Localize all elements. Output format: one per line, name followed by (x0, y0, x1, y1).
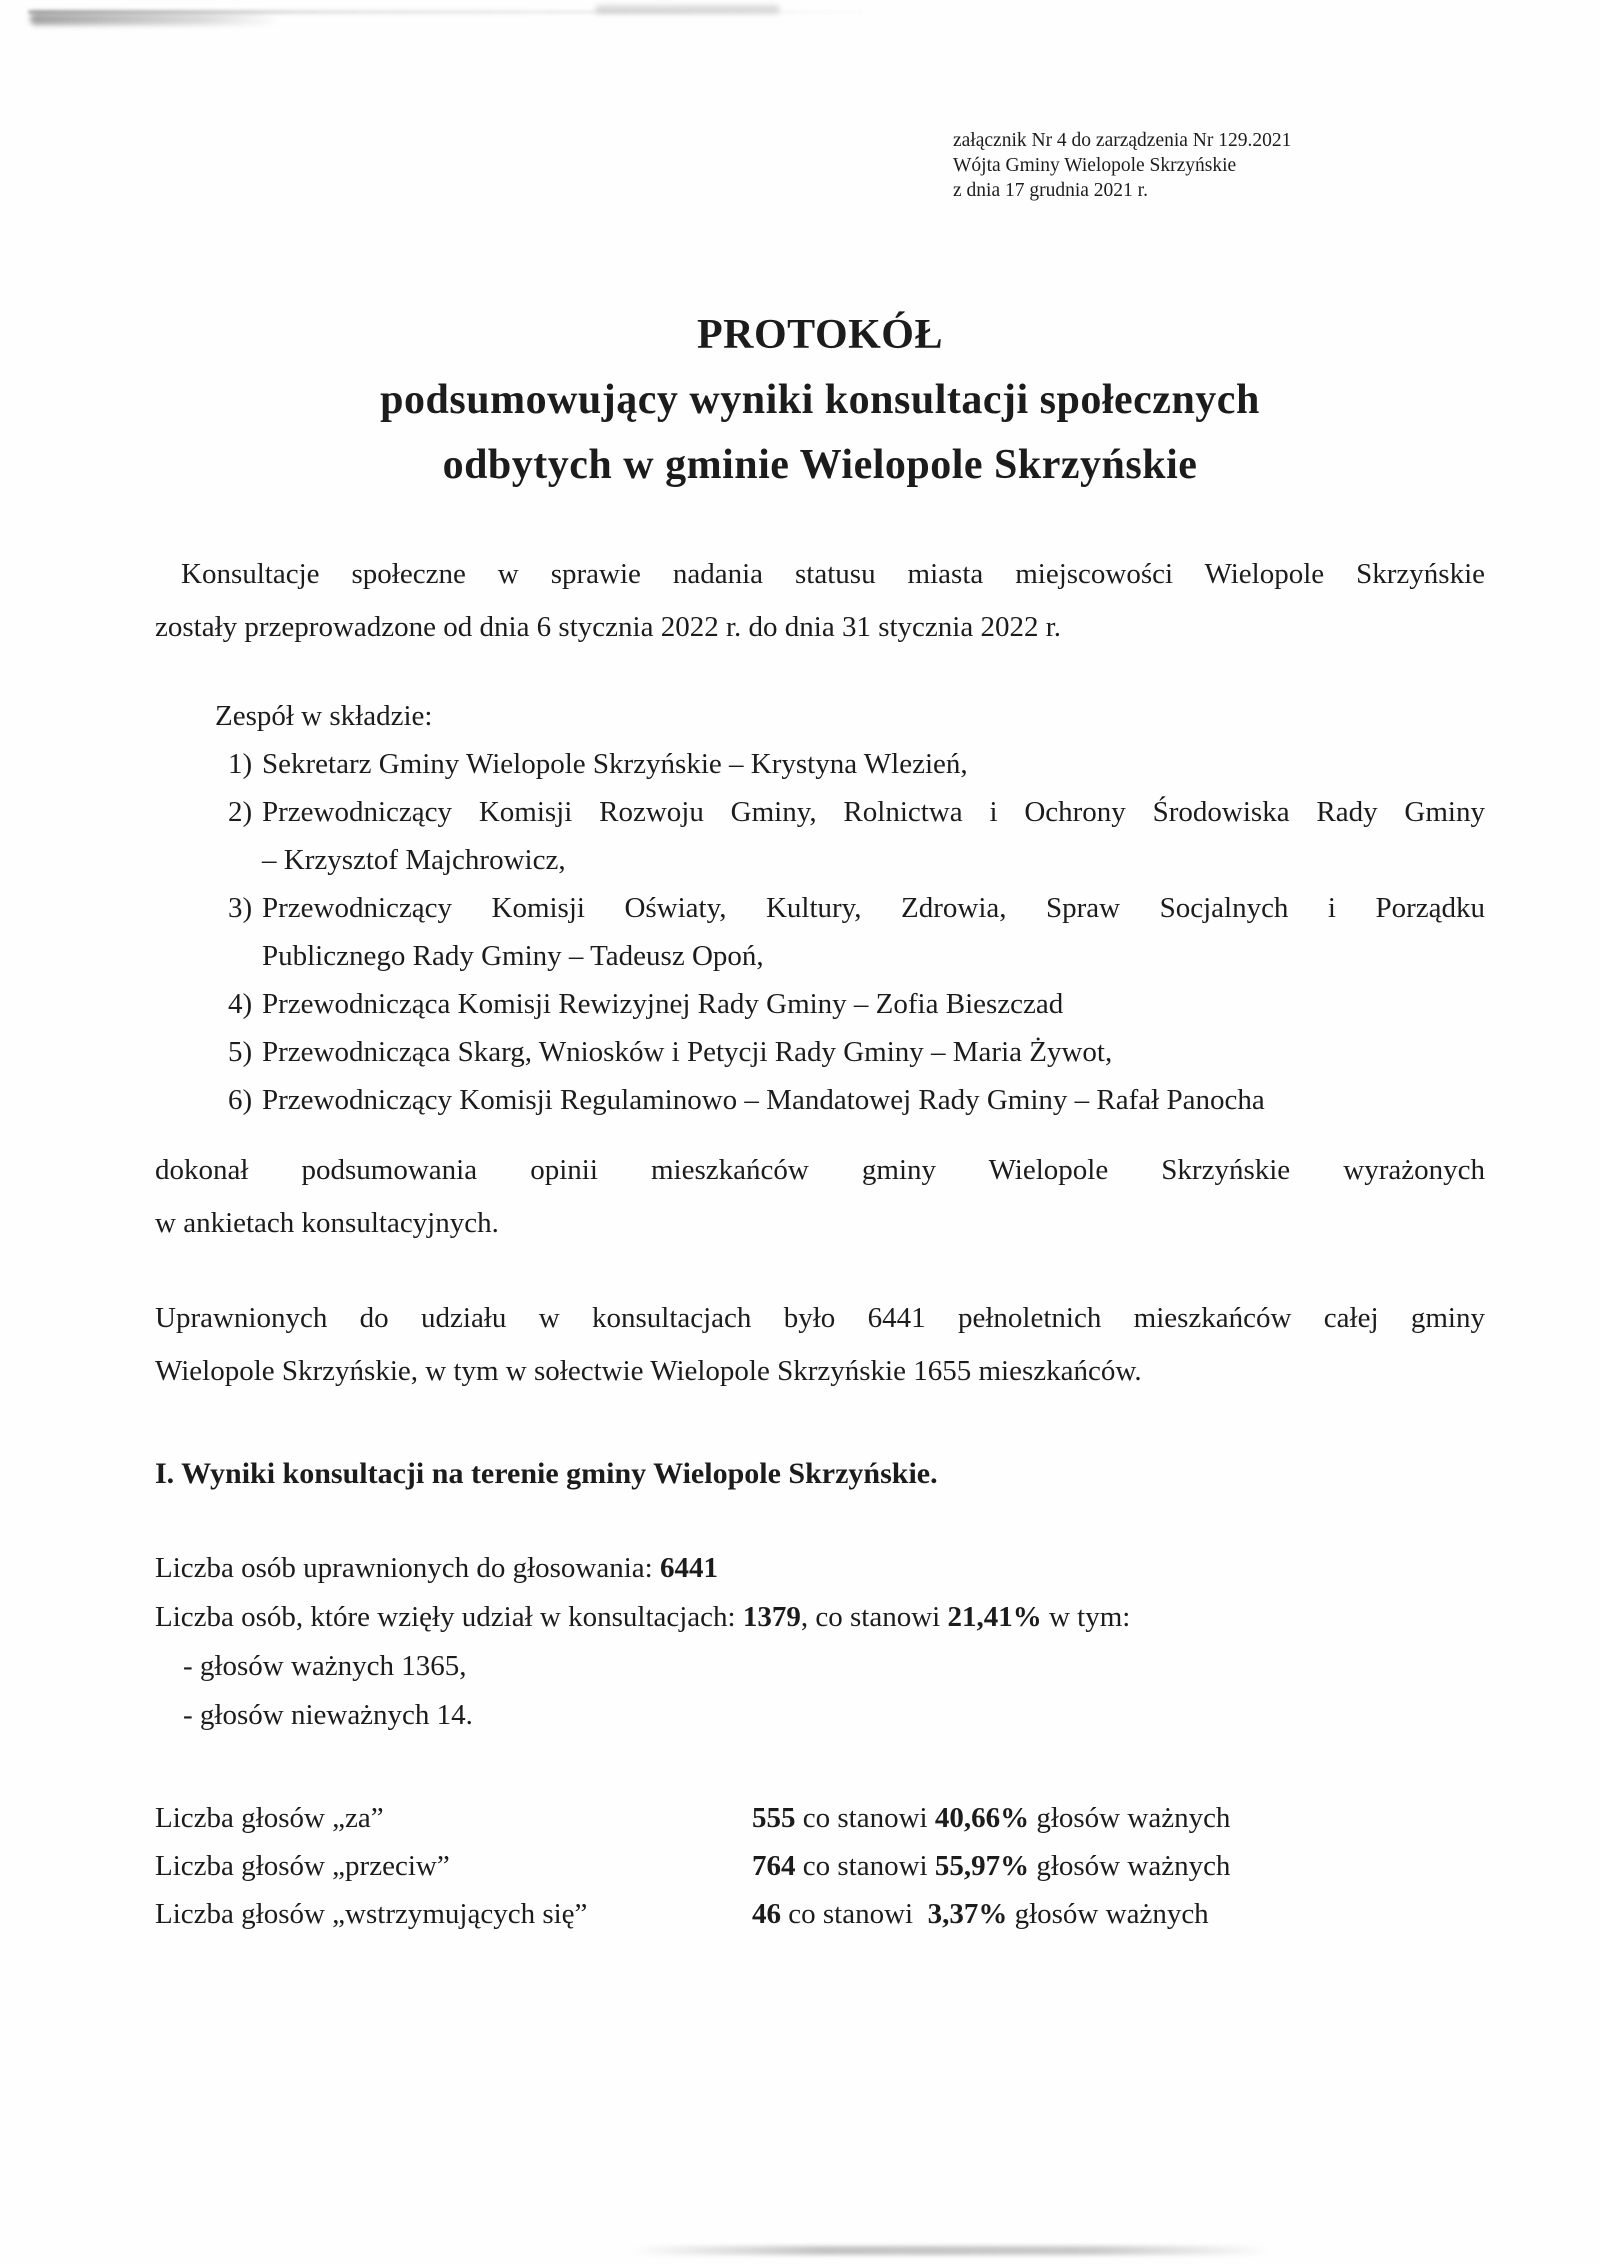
result-pct: 3,37% (927, 1898, 1008, 1930)
member-line: – Krzysztof Majchrowicz, (262, 844, 566, 876)
document-content (155, 0, 1485, 1938)
attachment-note-line: z dnia 17 grudnia 2021 r. (953, 180, 1148, 201)
stat-participation-tail: w tym: (1041, 1601, 1131, 1633)
stat-participation-mid: , co stanowi (800, 1601, 948, 1633)
member-number: 1) (228, 748, 253, 780)
committee-member-6 (155, 1076, 1485, 1124)
committee-member-2 (155, 788, 1485, 884)
result-value (752, 1794, 1230, 1842)
attachment-note-line: Wójta Gminy Wielopole Skrzyńskie (953, 155, 1237, 176)
intro-paragraph (155, 548, 1485, 654)
committee-member-4 (155, 980, 1485, 1028)
member-line: Przewodnicząca Komisji Rewizyjnej Rady Gminy – Zofia Bieszczad (262, 988, 1064, 1020)
member-number: 5) (228, 1036, 253, 1068)
result-row-wstrzymujacy (155, 1890, 1485, 1938)
committee-member-1 (155, 740, 1485, 788)
result-mid: co stanowi (781, 1898, 928, 1930)
document-title-line3: odbytych w gminie Wielopole Skrzyńskie (442, 442, 1198, 488)
intro-line2: zostały przeprowadzone od dnia 6 stycznia 2022 r. do dnia 31 stycznia 2022 r. (155, 611, 1062, 643)
section-1-heading: I. Wyniki konsultacji na terenie gminy Wielopole Skrzyńskie. (155, 1457, 938, 1490)
intro-line1: Konsultacje społeczne w sprawie nadania statusu miasta miejscowości Wielopole Skrzyńskie (181, 558, 1485, 590)
attachment-note-line: załącznik Nr 4 do zarządzenia Nr 129.2021 (953, 130, 1292, 151)
committee-member-3 (155, 884, 1485, 980)
result-value (752, 1890, 1209, 1938)
scan-smudge-bottom (630, 2246, 1270, 2255)
member-line: Przewodniczący Komisji Regulaminowo – Mandatowej Rady Gminy – Rafał Panocha (262, 1084, 1265, 1116)
result-row-za (155, 1794, 1485, 1842)
member-number: 6) (228, 1084, 253, 1116)
result-count: 555 (752, 1802, 796, 1834)
committee-heading: Zespół w składzie: (215, 700, 433, 732)
result-tail: głosów ważnych (1029, 1802, 1231, 1834)
stat-valid-votes: - głosów ważnych 1365, (183, 1650, 467, 1682)
member-text (262, 980, 1485, 1028)
committee-member-5 (155, 1028, 1485, 1076)
member-text (262, 788, 1485, 884)
stat-participation-value: 1379 (742, 1601, 801, 1633)
committee-list (155, 740, 1485, 1124)
attachment-note (953, 128, 1485, 203)
summary-line1: dokonał podsumowania opinii mieszkańców gminy Wielopole Skrzyńskie wyrażonych (155, 1154, 1485, 1186)
results-list (155, 1794, 1485, 1938)
eligibility-line1: Uprawnionych do udziału w konsultacjach było 6441 pełnoletnich mieszkańców całej gminy (155, 1302, 1485, 1334)
result-pct: 55,97% (934, 1850, 1030, 1882)
result-mid: co stanowi (795, 1802, 935, 1834)
member-number: 4) (228, 988, 253, 1020)
stat-participation (155, 1593, 1485, 1642)
member-line: Sekretarz Gminy Wielopole Skrzyńskie – Krystyna Wlezień, (262, 748, 968, 780)
member-text (262, 740, 1485, 788)
stat-participation-pct: 21,41% (947, 1601, 1042, 1633)
result-label: Liczba głosów „przeciw” (155, 1850, 450, 1882)
stat-eligible-label: Liczba osób uprawnionych do głosowania: (155, 1552, 660, 1584)
document-title-line2: podsumowujący wyniki konsultacji społecznych (380, 377, 1260, 423)
stat-participation-label: Liczba osób, które wzięły udział w konsultacjach: (155, 1601, 743, 1633)
result-tail: głosów ważnych (1007, 1898, 1209, 1930)
result-count: 764 (752, 1850, 796, 1882)
member-number: 2) (228, 796, 253, 828)
statistics-block (155, 1544, 1485, 1740)
result-tail: głosów ważnych (1029, 1850, 1231, 1882)
result-row-przeciw (155, 1842, 1485, 1890)
member-line: Publicznego Rady Gminy – Tadeusz Opoń, (262, 940, 764, 972)
member-line: Przewodniczący Komisji Oświaty, Kultury, Zdrowia, Spraw Socjalnych i Porządku (262, 892, 1485, 924)
member-text (262, 1076, 1485, 1124)
summary-paragraph (155, 1144, 1485, 1250)
stat-eligible-value: 6441 (659, 1552, 718, 1584)
stat-eligible-voters (155, 1544, 1485, 1593)
stat-invalid-votes: - głosów nieważnych 14. (183, 1699, 473, 1731)
member-line: Przewodniczący Komisji Rozwoju Gminy, Rolnictwa i Ochrony Środowiska Rady Gminy (262, 796, 1485, 828)
member-text (262, 1028, 1485, 1076)
document-title (155, 303, 1485, 498)
document-title-line1: PROTOKÓŁ (697, 312, 943, 358)
result-count: 46 (752, 1898, 781, 1930)
result-label: Liczba głosów „wstrzymujących się” (155, 1898, 588, 1930)
result-value (752, 1842, 1230, 1890)
result-label: Liczba głosów „za” (155, 1802, 384, 1834)
eligibility-paragraph (155, 1292, 1485, 1398)
member-line: Przewodnicząca Skarg, Wniosków i Petycji Rady Gminy – Maria Żywot, (262, 1036, 1113, 1068)
member-number: 3) (228, 892, 253, 924)
eligibility-line2: Wielopole Skrzyńskie, w tym w sołectwie Wielopole Skrzyńskie 1655 mieszkańców. (155, 1355, 1142, 1387)
summary-line2: w ankietach konsultacyjnych. (155, 1207, 499, 1239)
result-mid: co stanowi (795, 1850, 935, 1882)
result-pct: 40,66% (934, 1802, 1030, 1834)
member-text (262, 884, 1485, 980)
